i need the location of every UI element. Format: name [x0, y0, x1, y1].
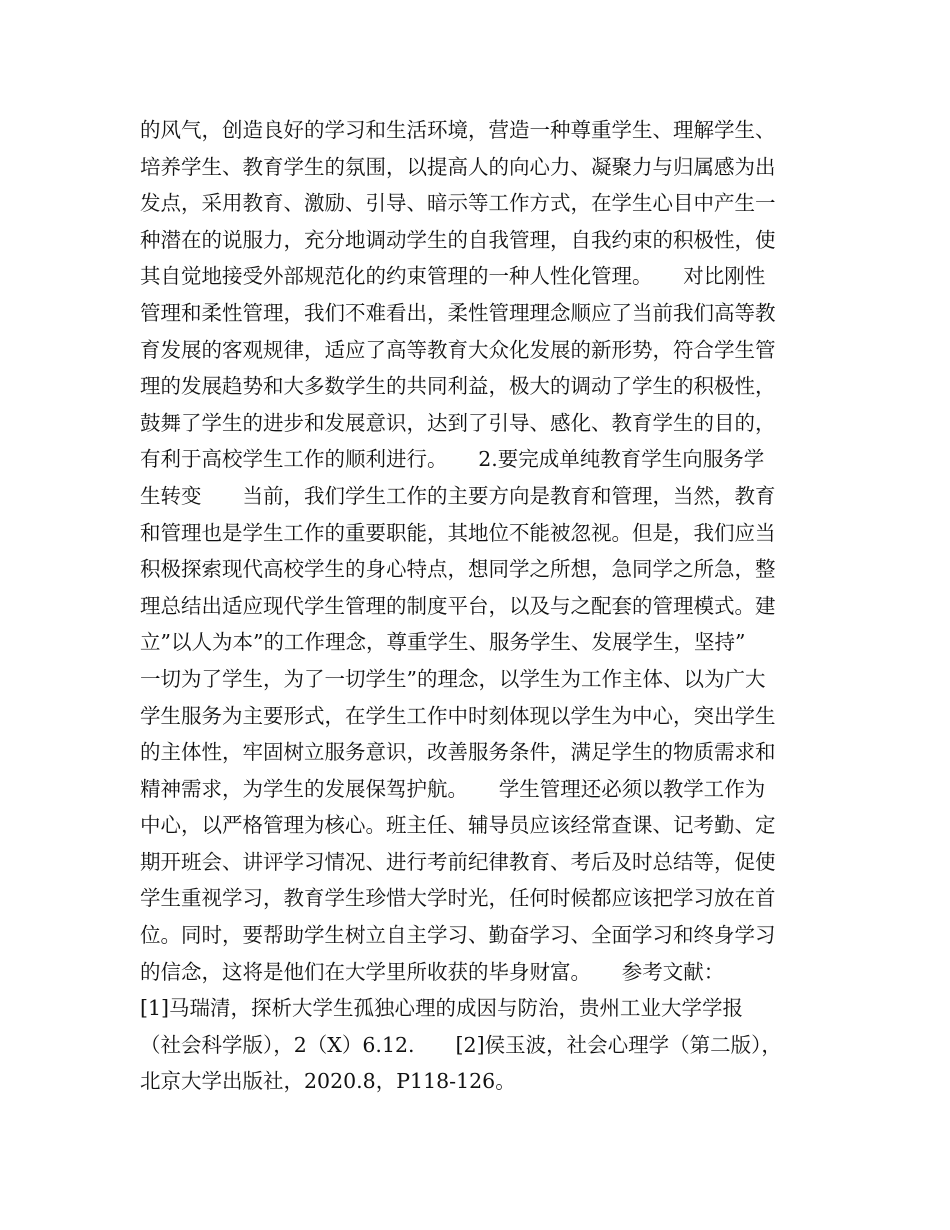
text-line: 有利于高校学生工作的顺利进行。 2.要完成单纯教育学生向服务学: [140, 447, 765, 472]
text-line: 和管理也是学生工作的重要职能，其地位不能被忽视。但是，我们应当: [140, 520, 776, 545]
text-line: 培养学生、教育学生的氛围，以提高人的向心力、凝聚力与归属感为出: [140, 154, 776, 179]
reference-line: [1]马瑞清，探析大学生孤独心理的成因与防治，贵州工业大学学报: [140, 996, 744, 1021]
text-line: 期开班会、讲评学习情况、进行考前纪律教育、考后及时总结等，促使: [140, 849, 776, 874]
text-line: 立”以人为本”的工作理念，尊重学生、服务学生、发展学生，坚持”: [140, 630, 746, 655]
text-line: 理总结出适应现代学生管理的制度平台，以及与之配套的管理模式。建: [140, 593, 776, 618]
text-line: 一切为了学生，为了一切学生”的理念，以学生为工作主体、以为广大: [140, 666, 766, 691]
text-line: 的信念，这将是他们在大学里所收获的毕身财富。 参考文献：: [140, 959, 725, 984]
text-line: 种潜在的说服力，充分地调动学生的自我管理，自我约束的积极性，使: [140, 227, 776, 252]
text-line: 发点，采用教育、激励、引导、暗示等工作方式，在学生心目中产生一: [140, 191, 776, 216]
text-line: 育发展的客观规律，适应了高等教育大众化发展的新形势，符合学生管: [140, 337, 776, 362]
text-line: 生转变 当前，我们学生工作的主要方向是教育和管理，当然，教育: [140, 483, 776, 508]
text-line: 中心，以严格管理为核心。班主任、辅导员应该经常查课、记考勤、定: [140, 813, 776, 838]
text-line: 鼓舞了学生的进步和发展意识，达到了引导、感化、教育学生的目的，: [140, 410, 776, 435]
text-line: 的主体性，牢固树立服务意识，改善服务条件，满足学生的物质需求和: [140, 740, 776, 765]
text-line: 积极探索现代高校学生的身心特点，想同学之所想，急同学之所急，整: [140, 557, 776, 582]
text-line: 其自觉地接受外部规范化的约束管理的一种人性化管理。 对比刚性: [140, 264, 766, 289]
text-line: 精神需求，为学生的发展保驾护航。 学生管理还必须以教学工作为: [140, 776, 766, 801]
text-line: 理的发展趋势和大多数学生的共同利益，极大的调动了学生的积极性，: [140, 374, 776, 399]
reference-line: （社会科学版），2（X）6.12. [2]侯玉波，社会心理学（第二版），: [140, 1032, 782, 1057]
body-text: [140, 112, 820, 1100]
text-line: 学生重视学习，教育学生珍惜大学时光，任何时候都应该把学习放在首: [140, 886, 776, 911]
text-line: 学生服务为主要形式，在学生工作中时刻体现以学生为中心，突出学生: [140, 703, 776, 728]
text-line: 位。同时，要帮助学生树立自主学习、勤奋学习、全面学习和终身学习: [140, 923, 776, 948]
reference-line: 北京大学出版社，2020.8，P118-126。: [140, 1069, 516, 1094]
text-line: 管理和柔性管理，我们不难看出，柔性管理理念顺应了当前我们高等教: [140, 300, 776, 325]
text-line: 的风气，创造良好的学习和生活环境，营造一种尊重学生、理解学生、: [140, 118, 776, 142]
